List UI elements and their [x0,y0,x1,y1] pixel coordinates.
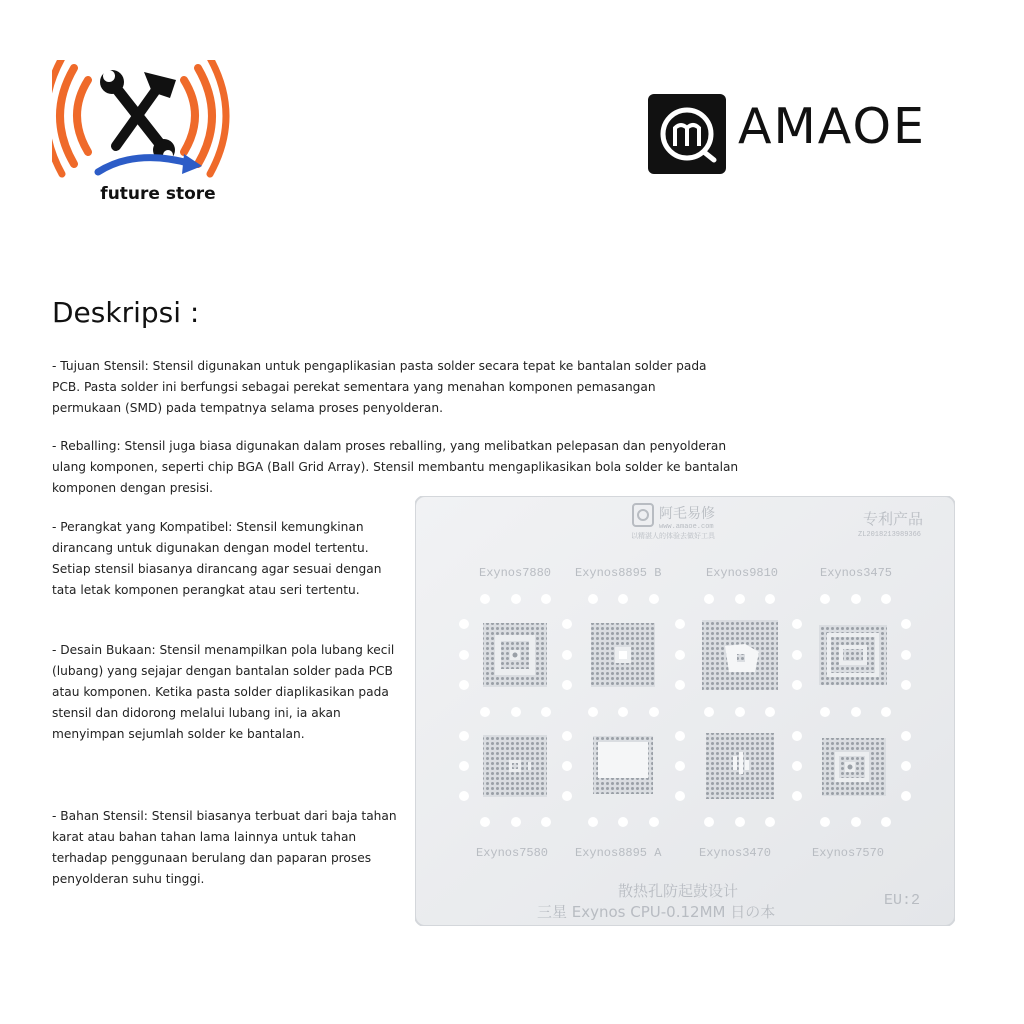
chip-label: Exynos3475 [820,566,893,580]
chip-pattern-exynos7880 [483,623,547,687]
future-store-logo [52,60,267,210]
chip-label: Exynos9810 [706,566,779,580]
chip-label: Exynos8895 A [575,846,662,860]
chip-label: Exynos8895 B [575,566,662,580]
amaoe-mark-icon [648,94,726,174]
paragraph-stencil-material: - Bahan Stensil: Stensil biasanya terbuat dari baja tahan karat atau bahan tahan lama lainnya untuk tahan terhadap penggunaan berulang dan paparan proses penyolderan suhu tinggi. [52,809,397,886]
chip-pattern-exynos8895b [591,623,655,687]
description-title: Deskripsi : [52,296,200,329]
chip-label: Exynos7580 [476,846,549,860]
stencil-brand-slogan: 以精湛人的体验去做好工具 [631,532,715,540]
stencil-version: EU:2 [884,892,921,909]
stencil-plate [415,496,955,926]
stencil-footer-line2: 三星 Exynos CPU-0.12MM 日の本 [537,903,776,921]
chip-pattern-exynos3475 [819,625,887,685]
chip-label: Exynos3470 [699,846,772,860]
store-name: future store [100,184,216,204]
chip-pattern-exynos9810 [702,620,778,690]
paragraph-reballing: - Reballing: Stensil juga biasa digunakan dalam proses reballing, yang melibatkan pelepasan dan penyolderan ulang komponen, seperti chip BGA (Ball Grid Array). Stensil membantu mengaplikasikan bola solder ke bantalan komponen dengan presisi. [52,439,739,495]
stencil-brand-cn: 阿毛易修 [659,506,715,522]
stencil-patent-label: 专利产品 [863,510,924,528]
paragraph-stencil-purpose: - Tujuan Stensil: Stensil digunakan untuk pengaplikasian pasta solder secara tepat ke bantalan solder pada PCB. Pasta solder ini berfungsi sebagai perekat sementara yang menahan komponen pemasangan permukaan (SMD) pada tempatnya selama proses penyolderan. [52,359,707,415]
chip-pattern-exynos8895a [593,736,653,794]
stencil-footer-line1: 散热孔防起鼓设计 [618,882,739,900]
amaoe-brand-name: AMAOE [738,98,926,155]
chip-pattern-exynos7580 [483,735,547,797]
chip-label: Exynos7570 [812,846,885,860]
chip-pattern-exynos3470 [706,733,774,799]
stencil-patent-number: ZL2018213989366 [858,531,922,539]
paragraph-opening-design: - Desain Bukaan: Stensil menampilkan pola lubang kecil (lubang) yang sejajar dengan bantalan solder pada PCB atau komponen. Ketika pasta solder diaplikasikan pada stensil dan didorong melalui lubang ini, ia akan menyimpan sejumlah solder ke bantalan. [52,643,395,741]
stencil-brand-url: www.amaoe.com [659,523,714,531]
chip-pattern-exynos7570 [822,738,886,796]
chip-label: Exynos7880 [479,566,552,580]
paragraph-compatible-devices: - Perangkat yang Kompatibel: Stensil kemungkinan dirancang untuk digunakan dengan model tertentu. Setiap stensil biasanya dirancang agar sesuai dengan tata letak komponen perangkat atau seri tertentu. [52,520,382,597]
stencil-product-image [415,496,955,926]
